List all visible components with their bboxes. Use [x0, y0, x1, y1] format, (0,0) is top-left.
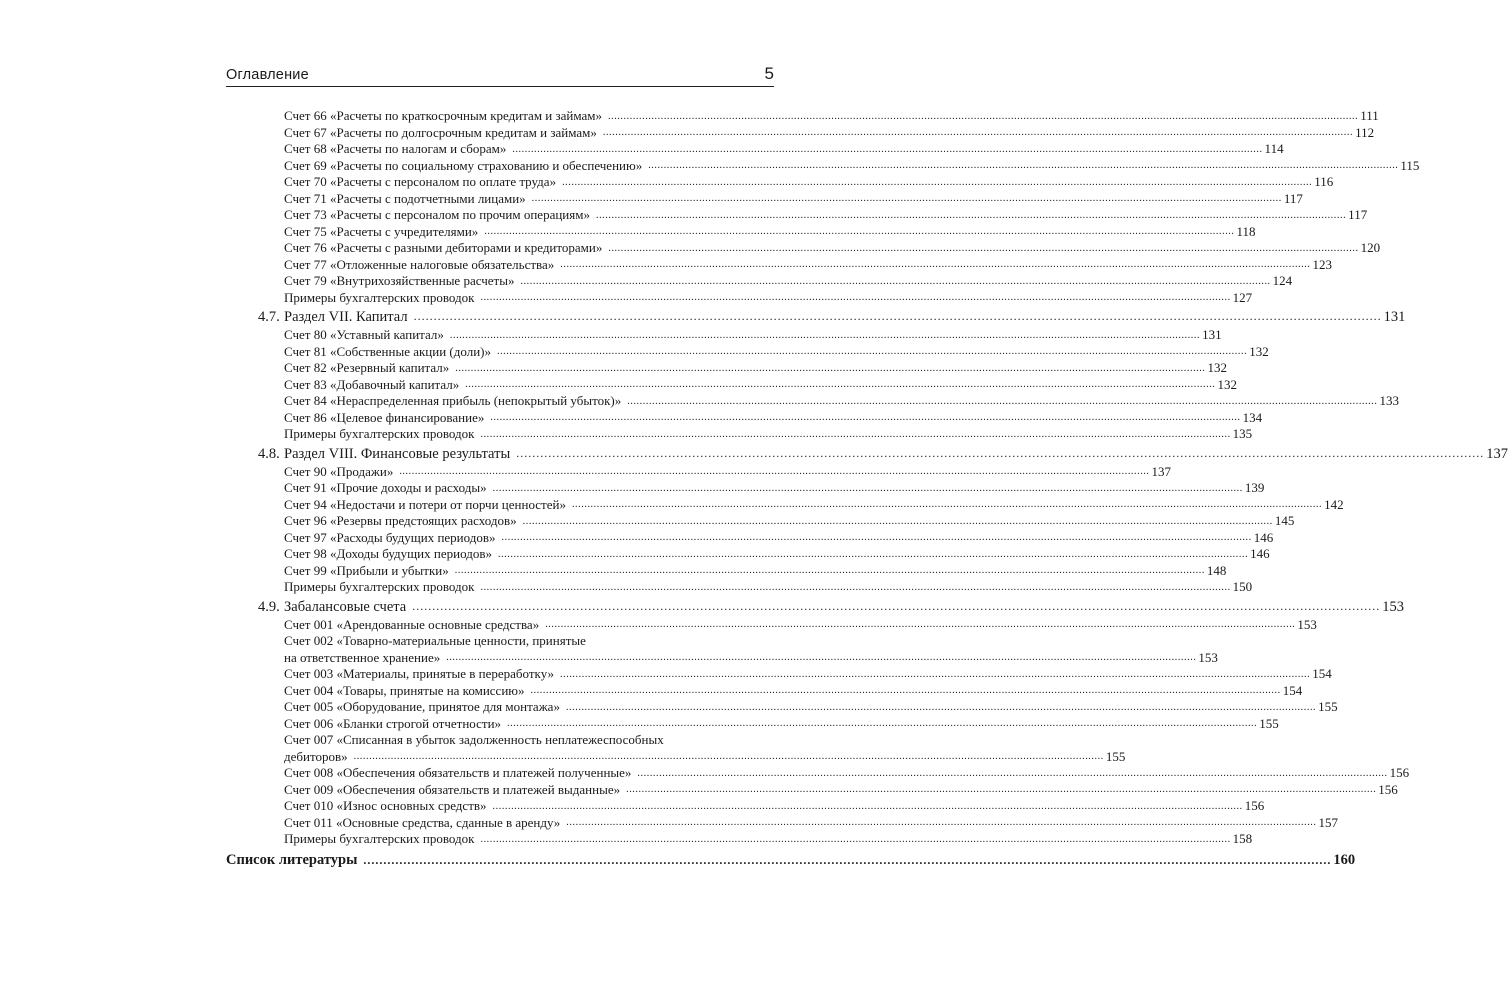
toc-bibliography[interactable]: [226, 851, 1356, 870]
dot-leader: ..................................................................................................................................................................................................................................................: [454, 565, 1205, 576]
toc-entry[interactable]: [226, 360, 1227, 377]
toc-entry[interactable]: [226, 546, 1270, 563]
toc-section-page: 137: [1486, 445, 1508, 462]
toc-entry-label: Счет 66 «Расчеты по краткосрочным кредитам и займам»: [284, 108, 603, 123]
toc-entry-label: на ответственное хранение»: [284, 649, 441, 665]
toc-entry-page: 116: [1314, 174, 1334, 189]
toc-entry[interactable]: [226, 616, 1317, 634]
toc-section-label: Забалансовые счета: [284, 598, 407, 615]
toc-entry[interactable]: [226, 327, 1222, 344]
toc-entry-page: 133: [1379, 393, 1399, 408]
toc-entry-page: 124: [1272, 273, 1293, 288]
toc-entry-label: Счет 90 «Продажи»: [284, 463, 394, 479]
toc-entry-page: 132: [1217, 376, 1237, 392]
toc-entry-label: Счет 73 «Расчеты с персоналом по прочим операциям»: [284, 207, 590, 222]
toc-entry[interactable]: [226, 426, 1253, 443]
toc-entry-page: 148: [1206, 562, 1227, 578]
toc-entry[interactable]: [226, 190, 1303, 208]
dot-leader: ..................................................................................................................................................................................................................................................: [520, 275, 1271, 287]
toc-entry[interactable]: [226, 765, 1410, 782]
toc-entry-page: 146: [1253, 529, 1274, 545]
toc-entry-label: Примеры бухгалтерских проводок: [284, 426, 475, 441]
toc-entry-page: 145: [1274, 513, 1295, 528]
toc-entry[interactable]: [226, 781, 1398, 799]
toc-entry-label: Счет 001 «Арендованные основные средства»: [284, 616, 540, 632]
running-header-title: Оглавление: [226, 67, 309, 83]
toc-entry-label: дебиторов»: [284, 748, 348, 764]
toc-entry-page: 139: [1244, 480, 1265, 495]
dot-leader: ..................................................................................................................................................................................................................................................: [446, 652, 1197, 663]
toc-entry-label: Счет 006 «Бланки строгой отчетности»: [284, 715, 502, 731]
toc-entry-page: 117: [1283, 190, 1303, 206]
toc-entry-label: Счет 009 «Обеспечения обязательств и платежей выданные»: [284, 781, 621, 797]
dot-leader: ..................................................................................................................................................................................................................................................: [480, 833, 1231, 845]
toc-section-page: 153: [1382, 598, 1404, 615]
section-number: 4.7.: [258, 309, 280, 325]
dot-leader: ..................................................................................................................................................................................................................................................: [516, 445, 1485, 460]
toc-entry-page: 131: [1202, 327, 1222, 342]
dot-leader: ..................................................................................................................................................................................................................................................: [449, 329, 1201, 341]
dot-leader: ..................................................................................................................................................................................................................................................: [399, 466, 1150, 477]
toc-entry[interactable]: [226, 240, 1381, 257]
dot-leader: ..................................................................................................................................................................................................................................................: [480, 292, 1231, 303]
dot-leader: ..................................................................................................................................................................................................................................................: [560, 668, 1311, 680]
toc-entry[interactable]: [226, 699, 1338, 716]
toc-entry-page: 120: [1360, 240, 1381, 255]
dot-leader: ..................................................................................................................................................................................................................................................: [363, 852, 1332, 867]
toc-entry[interactable]: [226, 748, 1126, 766]
toc-entry-label: Счет 68 «Расчеты по налогам и сборам»: [284, 141, 507, 156]
toc-entry[interactable]: [226, 223, 1256, 241]
toc-entry[interactable]: [226, 289, 1253, 307]
toc-entry-label: Счет 82 «Резервный капитал»: [284, 360, 450, 375]
toc-entry-label: Счет 97 «Расходы будущих периодов»: [284, 529, 496, 545]
toc-entry-page: 114: [1264, 141, 1284, 156]
toc-section-label: Раздел VIII. Финансовые результаты: [284, 445, 511, 462]
dot-leader: ..................................................................................................................................................................................................................................................: [531, 193, 1282, 204]
toc-entry-label: Счет 94 «Недостачи и потери от порчи ценностей»: [284, 496, 566, 512]
dot-leader: ..................................................................................................................................................................................................................................................: [480, 428, 1231, 440]
toc-entry[interactable]: [226, 579, 1253, 596]
dot-leader: ..................................................................................................................................................................................................................................................: [492, 800, 1243, 812]
toc-entry[interactable]: [226, 814, 1338, 832]
toc-entry-page: 153: [1198, 649, 1218, 665]
toc-entry-label: Счет 75 «Расчеты с учредителями»: [284, 223, 479, 239]
toc-top-label: Список литературы: [226, 851, 358, 868]
toc-entry-page: 150: [1232, 579, 1253, 594]
dot-leader: ..................................................................................................................................................................................................................................................: [608, 242, 1359, 254]
toc-entry[interactable]: [226, 393, 1399, 410]
dot-leader: ..................................................................................................................................................................................................................................................: [501, 532, 1252, 543]
dot-leader: ..................................................................................................................................................................................................................................................: [484, 226, 1235, 237]
toc-section-label: Раздел VII. Капитал: [284, 309, 408, 325]
toc-top-page: 160: [1333, 851, 1356, 868]
toc-entry[interactable]: [226, 409, 1263, 427]
toc-entry[interactable]: [226, 174, 1334, 191]
toc-entry-label: Счет 010 «Износ основных средств»: [284, 798, 487, 813]
toc-entry-label: Счет 96 «Резервы предстоящих расходов»: [284, 513, 517, 528]
dot-leader: ..................................................................................................................................................................................................................................................: [507, 718, 1258, 729]
toc-entry[interactable]: [226, 649, 1218, 667]
toc-entry[interactable]: [226, 376, 1237, 394]
toc-entry-label: Счет 003 «Материалы, принятые в переработку»: [284, 666, 555, 681]
toc-entry-page: 154: [1282, 682, 1303, 698]
dot-leader: ..................................................................................................................................................................................................................................................: [595, 209, 1347, 221]
toc-entry-page: 157: [1318, 814, 1338, 830]
section-number: 4.9.: [258, 598, 280, 615]
toc-entry-label: Счет 81 «Собственные акции (доли)»: [284, 343, 491, 359]
toc-entry-label: Счет 76 «Расчеты с разными дебиторами и кредиторами»: [284, 240, 603, 255]
toc-entry-page: 156: [1389, 765, 1410, 780]
toc-entry-page: 117: [1348, 207, 1368, 222]
dot-leader: ..................................................................................................................................................................................................................................................: [565, 701, 1317, 713]
toc-entry[interactable]: [226, 480, 1265, 497]
dot-leader: ..................................................................................................................................................................................................................................................: [602, 127, 1354, 138]
toc-entry[interactable]: [226, 256, 1332, 274]
dot-leader: ..................................................................................................................................................................................................................................................: [560, 259, 1311, 270]
dot-leader: ..................................................................................................................................................................................................................................................: [626, 784, 1377, 795]
toc-entry-label: Счет 004 «Товары, принятые на комиссию»: [284, 682, 525, 698]
toc-entry[interactable]: [226, 157, 1420, 175]
toc-entry[interactable]: [226, 831, 1253, 848]
toc-entry-page: 137: [1151, 463, 1172, 479]
toc-entry[interactable]: [226, 496, 1344, 514]
dot-leader: ..................................................................................................................................................................................................................................................: [413, 309, 1382, 323]
toc-entry-label: Счет 79 «Внутрихозяйственные расчеты»: [284, 273, 515, 288]
dot-leader: ..................................................................................................................................................................................................................................................: [571, 499, 1323, 510]
toc-entry-page: 155: [1105, 748, 1126, 764]
toc-entry[interactable]: [226, 124, 1375, 142]
dot-leader: ..................................................................................................................................................................................................................................................: [412, 598, 1381, 613]
toc-entry[interactable]: [226, 463, 1172, 481]
toc-entry-page: 146: [1250, 546, 1270, 561]
toc-entry-page: 111: [1360, 108, 1379, 123]
toc-entry[interactable]: [226, 666, 1332, 683]
dot-leader: ..................................................................................................................................................................................................................................................: [566, 817, 1317, 828]
toc-entry-page: 127: [1232, 289, 1253, 305]
toc-entry-label: Счет 011 «Основные средства, сданные в аренду»: [284, 814, 561, 830]
toc-entry-label: Счет 69 «Расчеты по социальному страхованию и обеспечению»: [284, 157, 643, 173]
table-of-contents: [226, 108, 1508, 870]
toc-entry[interactable]: [226, 141, 1284, 158]
toc-entry[interactable]: [226, 682, 1303, 700]
toc-entry[interactable]: [226, 513, 1295, 530]
dot-leader: ..................................................................................................................................................................................................................................................: [492, 482, 1243, 494]
toc-entry-page: 158: [1232, 831, 1253, 846]
toc-entry-page: 154: [1312, 666, 1332, 681]
toc-entry-first-line[interactable]: Счет 007 «Списанная в убыток задолженность неплатежеспособных: [284, 732, 664, 747]
dot-leader: ..................................................................................................................................................................................................................................................: [562, 176, 1313, 188]
toc-entry-label: Примеры бухгалтерских проводок: [284, 831, 475, 846]
toc-entry-label: Счет 91 «Прочие доходы и расходы»: [284, 480, 487, 495]
dot-leader: ..................................................................................................................................................................................................................................................: [648, 160, 1399, 171]
page-number: 5: [764, 64, 774, 83]
toc-section-4-7[interactable]: [226, 308, 1406, 326]
running-header: [226, 66, 774, 87]
dot-leader: ..................................................................................................................................................................................................................................................: [455, 362, 1206, 374]
dot-leader: ..................................................................................................................................................................................................................................................: [497, 548, 1249, 560]
dot-leader: ..................................................................................................................................................................................................................................................: [512, 143, 1263, 155]
toc-section-4-8[interactable]: [226, 445, 1508, 463]
toc-entry-page: 156: [1378, 781, 1398, 797]
toc-entry-page: 155: [1318, 699, 1338, 714]
toc-entry[interactable]: [226, 343, 1269, 361]
toc-entry-label: Счет 70 «Расчеты с персоналом по оплате труда»: [284, 174, 557, 189]
toc-entry-label: Примеры бухгалтерских проводок: [284, 579, 475, 594]
dot-leader: ..................................................................................................................................................................................................................................................: [545, 619, 1296, 630]
toc-entry[interactable]: [226, 798, 1265, 815]
dot-leader: ..................................................................................................................................................................................................................................................: [496, 346, 1248, 357]
toc-entry-page: 118: [1236, 223, 1256, 239]
section-number: 4.8.: [258, 445, 280, 462]
toc-entry[interactable]: [226, 562, 1227, 580]
toc-section-page: 131: [1383, 309, 1406, 325]
toc-entry-page: 135: [1232, 426, 1253, 441]
dot-leader: ..................................................................................................................................................................................................................................................: [480, 581, 1231, 593]
toc-entry-page: 132: [1249, 343, 1269, 359]
toc-entry-label: Счет 99 «Прибыли и убытки»: [284, 562, 449, 578]
toc-entry-page: 115: [1400, 157, 1420, 173]
dot-leader: ..................................................................................................................................................................................................................................................: [465, 379, 1216, 390]
toc-entry-page: 142: [1324, 496, 1344, 512]
toc-entry-label: Счет 86 «Целевое финансирование»: [284, 409, 485, 425]
toc-entry-label: Счет 71 «Расчеты с подотчетными лицами»: [284, 190, 526, 206]
toc-entry[interactable]: [226, 715, 1279, 733]
toc-entry-page: 112: [1355, 124, 1375, 140]
toc-entry[interactable]: [226, 529, 1274, 547]
toc-entry-label: Счет 77 «Отложенные налоговые обязательства»: [284, 256, 555, 272]
toc-entry-page: 134: [1242, 409, 1263, 425]
toc-entry-page: 123: [1312, 256, 1332, 272]
toc-entry-label: Счет 008 «Обеспечения обязательств и платежей полученные»: [284, 765, 632, 780]
toc-entry-label: Счет 80 «Уставный капитал»: [284, 327, 444, 342]
toc-entry-page: 155: [1259, 715, 1279, 731]
toc-entry-label: Примеры бухгалтерских проводок: [284, 289, 475, 305]
toc-entry-label: Счет 98 «Доходы будущих периодов»: [284, 546, 492, 561]
dot-leader: ..................................................................................................................................................................................................................................................: [522, 515, 1273, 527]
toc-entry-page: 132: [1207, 360, 1227, 375]
dot-leader: ..................................................................................................................................................................................................................................................: [627, 395, 1378, 407]
toc-entry[interactable]: [226, 207, 1368, 224]
toc-entry-label: Счет 83 «Добавочный капитал»: [284, 376, 460, 392]
toc-entry-label: Счет 005 «Оборудование, принятое для монтажа»: [284, 699, 560, 714]
dot-leader: ..................................................................................................................................................................................................................................................: [637, 767, 1388, 779]
dot-leader: ..................................................................................................................................................................................................................................................: [490, 412, 1241, 423]
toc-entry[interactable]: [226, 108, 1379, 125]
dot-leader: ..................................................................................................................................................................................................................................................: [608, 110, 1359, 122]
dot-leader: ..................................................................................................................................................................................................................................................: [353, 751, 1104, 762]
toc-entry[interactable]: [226, 273, 1293, 290]
toc-entry-first-line[interactable]: Счет 002 «Товарно-материальные ценности, принятые: [284, 633, 586, 648]
toc-entry-page: 156: [1244, 798, 1265, 813]
dot-leader: ..................................................................................................................................................................................................................................................: [530, 685, 1281, 696]
toc-section-4-9[interactable]: [226, 598, 1404, 616]
toc-entry-page: 153: [1297, 616, 1317, 632]
toc-entry-label: Счет 84 «Нераспределенная прибыль (непокрытый убыток)»: [284, 393, 622, 408]
toc-entry-label: Счет 67 «Расчеты по долгосрочным кредитам и займам»: [284, 124, 597, 140]
